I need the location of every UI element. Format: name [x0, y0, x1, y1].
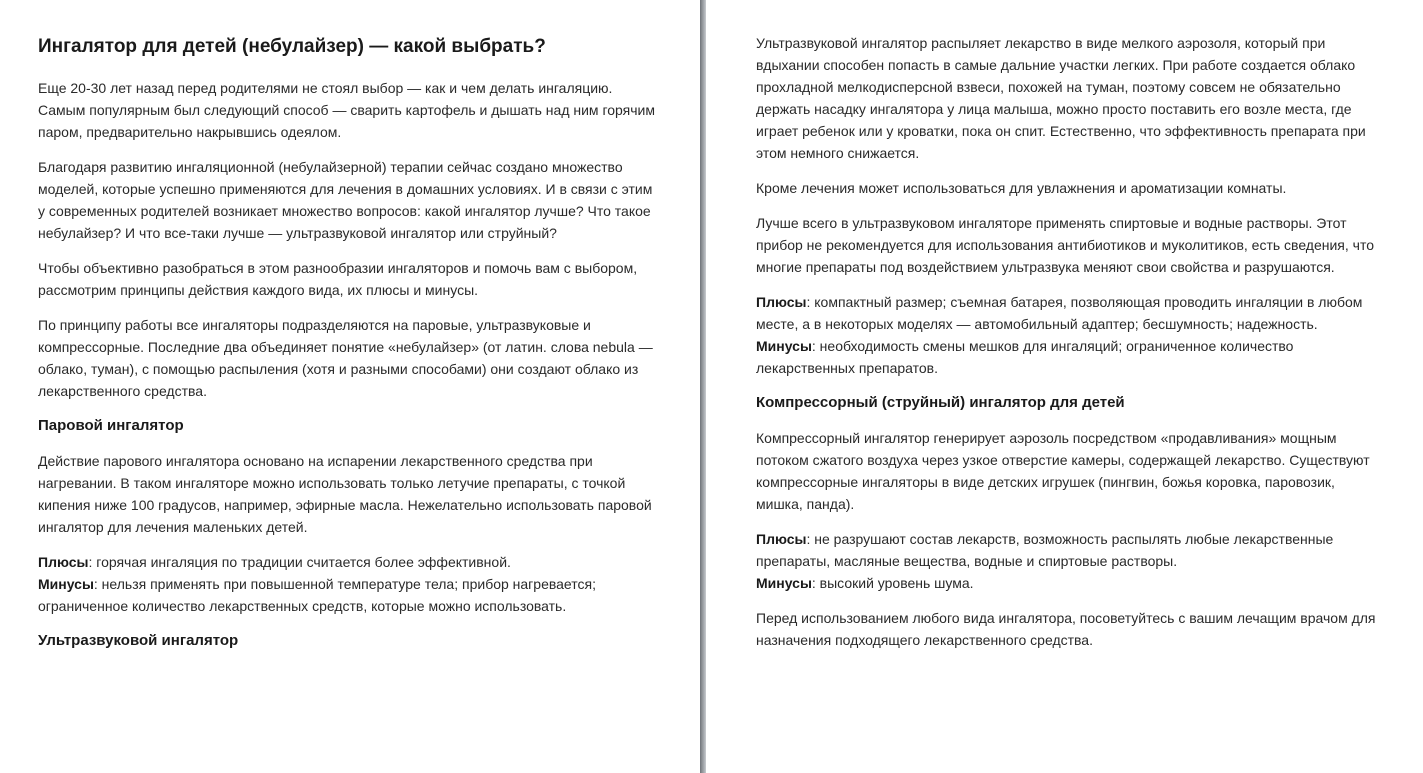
ultrasonic-plus-text: : компактный размер; съемная батарея, позволяющая проводить ингаляции в любом месте, а в некоторых моделях — автомобильный адаптер; бесшумность; надежность. [756, 294, 1363, 332]
paragraph-purpose: Чтобы объективно разобраться в этом разнообразии ингаляторов и помочь вам с выбором, рассмотрим принципы действия каждого вида, их плюсы и минусы. [38, 260, 638, 298]
paragraph-intro: Еще 20-30 лет назад перед родителями не стоял выбор — как и чем делать ингаляцию. Самым популярным был следующий способ — сварить картофель и дышать над ним горячим паром, предварительно накрывшись одеялом. [38, 80, 655, 140]
compressor-minus-text: : высокий уровень шума. [811, 575, 974, 591]
document-title: Ингалятор для детей (небулайзер) — какой выбрать? [38, 36, 546, 57]
ultrasonic-minus-text: : необходимость смены мешков для ингаляций; ограниченное количество лекарственных препаратов. [756, 338, 1294, 376]
heading-steam-inhaler: Паровой ингалятор [38, 417, 184, 434]
document-page-right [706, 0, 1423, 773]
document-page-left [0, 0, 700, 773]
paragraph-ultrasonic-humidify: Кроме лечения может использоваться для увлажнения и ароматизации комнаты. [756, 180, 1287, 196]
heading-ultrasonic-inhaler: Ультразвуковой ингалятор [38, 632, 239, 649]
paragraph-classification: По принципу работы все ингаляторы подразделяются на паровые, ультразвуковые и компрессорные. Последние два объединяет понятие «небулайзер» (от латин. слова nebula — облако, туман), с помощью распыления (хотя и разными способами) они создают облако из лекарственного средства. [38, 317, 653, 399]
heading-compressor-inhaler: Компрессорный (струйный) ингалятор для детей [756, 394, 1125, 411]
compressor-minus-label: Минусы [756, 575, 812, 591]
compressor-plus-text: : не разрушают состав лекарств, возможность распылять любые лекарственные препараты, масляные вещества, водные и спиртовые растворы. [756, 531, 1334, 569]
steam-minus-text: : нельзя применять при повышенной температуре тела; прибор нагревается; ограниченное количество лекарственных средств, которые можно использовать. [38, 576, 596, 614]
steam-minus-label: Минусы [38, 576, 94, 592]
paragraph-final-advice: Перед использованием любого вида ингалятора, посоветуйтесь с вашим лечащим врачом для назначения подходящего лекарственного средства. [756, 610, 1376, 648]
paragraph-ultrasonic-description: Ультразвуковой ингалятор распыляет лекарство в виде мелкого аэрозоля, который при вдыхании способен попасть в самые дальние участки легких. При работе создается облако прохладной мелкодисперсной взвеси, похожей на туман, поэтому совсем не обязательно держать насадку ингалятора у лица малыша, можно просто поставить его возле места, где играет ребенок или у кроватки, пока он спит. Естественно, что эффективность препарата при этом немного снижается. [756, 35, 1366, 161]
paragraph-steam-description: Действие парового ингалятора основано на испарении лекарственного средства при нагревании. В таком ингаляторе можно использовать только летучие препараты, с точкой кипения ниже 100 градусов, например, эфирные масла. Нежелательно использовать паровой ингалятор для лечения маленьких детей. [38, 453, 652, 535]
page-left-content [38, 34, 658, 665]
steam-plus-label: Плюсы [38, 554, 89, 570]
page-right-content [756, 32, 1376, 664]
paragraph-compressor-description: Компрессорный ингалятор генерирует аэрозоль посредством «продавливания» мощным потоком сжатого воздуха через узкое отверстие камеры, содержащей лекарство. Существуют компрессорные ингаляторы в виде детских игрушек (пингвин, божья коровка, паровозик, мишка, панда). [756, 430, 1370, 512]
paragraph-ultrasonic-solutions: Лучше всего в ультразвуковом ингаляторе применять спиртовые и водные растворы. Этот прибор не рекомендуется для использования антибиотиков и муколитиков, есть сведения, что многие препараты под воздействием ультразвука меняют свои свойства и разрушаются. [756, 215, 1375, 275]
steam-pros-cons [38, 551, 658, 617]
compressor-pros-cons [756, 528, 1376, 594]
steam-plus-text: : горячая ингаляция по традиции считается более эффективной. [88, 554, 511, 570]
ultrasonic-minus-label: Минусы [756, 338, 812, 354]
compressor-plus-label: Плюсы [756, 531, 807, 547]
ultrasonic-pros-cons [756, 291, 1376, 379]
paragraph-development: Благодаря развитию ингаляционной (небулайзерной) терапии сейчас создано множество моделей, которые успешно применяются для лечения в домашних условиях. И в связи с этим у современных родителей возникает множество вопросов: какой ингалятор лучше? Что такое небулайзер? И что все-таки лучше — ультразвуковой ингалятор или струйный? [38, 159, 653, 241]
ultrasonic-plus-label: Плюсы [756, 294, 807, 310]
